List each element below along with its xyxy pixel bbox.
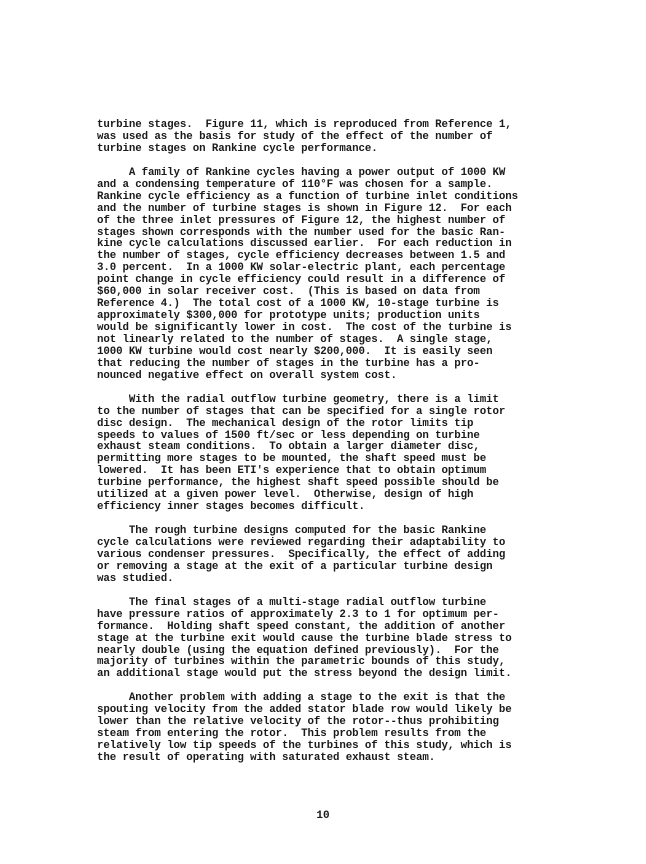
- text-line: spouting velocity from the added stator blade row would likely be: [97, 704, 512, 717]
- text-line: $60,000 in solar receiver cost. (This is based on data from: [97, 286, 480, 299]
- text-line: turbine stages on Rankine cycle performance.: [97, 142, 378, 155]
- text-line: 1000 KW turbine would cost nearly $200,000. It is easily seen: [97, 345, 493, 358]
- text-line: was studied.: [97, 572, 174, 585]
- paragraph: [97, 526, 549, 586]
- page-number: 10: [316, 810, 330, 822]
- text-line: stage at the turbine exit would cause the turbine blade stress to: [97, 632, 512, 645]
- text-line: turbine performance, the highest shaft speed possible should be: [97, 477, 499, 490]
- text-line: utilized at a given power level. Otherwise, design of high: [97, 489, 474, 502]
- text-line: With the radial outflow turbine geometry, there is a limit: [97, 393, 499, 406]
- paragraph: [97, 395, 549, 514]
- text-line: Another problem with adding a stage to the exit is that the: [97, 692, 506, 705]
- text-line: permitting more stages to be mounted, the shaft speed must be: [97, 453, 487, 466]
- paragraph: [97, 693, 549, 765]
- text-line: have pressure ratios of approximately 2.3 to 1 for optimum per-: [97, 608, 499, 621]
- text-line: formance. Holding shaft speed constant, the addition of another: [97, 620, 506, 633]
- text-line: turbine stages. Figure 11, which is reproduced from Reference 1,: [97, 119, 512, 131]
- text-line: stages shown corresponds with the number used for the basic Ran-: [97, 226, 506, 239]
- paragraph-gap: [97, 156, 549, 168]
- paragraph-gap: [97, 586, 549, 598]
- text-line: an additional stage would put the stress beyond the design limit.: [97, 668, 512, 681]
- text-line: and the number of turbine stages is shown in Figure 12. For each: [97, 202, 512, 215]
- text-line: Rankine cycle efficiency as a function of turbine inlet conditions: [97, 190, 519, 203]
- text-line: the number of stages, cycle efficiency decreases between 1.5 and: [97, 250, 506, 263]
- text-line: point change in cycle efficiency could result in a difference of: [97, 274, 506, 287]
- text-line: relatively low tip speeds of the turbines of this study, which is: [97, 740, 512, 753]
- text-line: kine cycle calculations discussed earlier. For each reduction in: [97, 238, 512, 251]
- text-line: efficiency inner stages becomes difficult.: [97, 501, 365, 514]
- text-line: of the three inlet pressures of Figure 12, the highest number of: [97, 214, 506, 227]
- text-line: lowered. It has been ETI's experience that to obtain optimum: [97, 465, 487, 478]
- text-line: approximately $300,000 for prototype units; production units: [97, 310, 480, 323]
- paragraph: [97, 120, 549, 156]
- text-line: various condenser pressures. Specifically, the effect of adding: [97, 548, 506, 561]
- text-line: was used as the basis for study of the effect of the number of: [97, 130, 493, 143]
- text-line: A family of Rankine cycles having a power output of 1000 KW: [97, 166, 506, 179]
- text-line: exhaust steam conditions. To obtain a larger diameter disc,: [97, 441, 480, 454]
- text-line: steam from entering the rotor. This problem results from the: [97, 728, 487, 741]
- text-line: nounced negative effect on overall system cost.: [97, 369, 397, 382]
- text-line: not linearly related to the number of stages. A single stage,: [97, 333, 493, 346]
- text-line: majority of turbines within the parametric bounds of this study,: [97, 656, 506, 669]
- text-line: 3.0 percent. In a 1000 KW solar-electric plant, each percentage: [97, 262, 506, 275]
- text-line: Reference 4.) The total cost of a 1000 KW, 10-stage turbine is: [97, 298, 499, 311]
- text-line: nearly double (using the equation defined previously). For the: [97, 644, 499, 657]
- text-line: the result of operating with saturated exhaust steam.: [97, 752, 436, 764]
- paragraph: [97, 168, 549, 383]
- text-line: disc design. The mechanical design of the rotor limits tip: [97, 417, 474, 430]
- text-line: lower than the relative velocity of the rotor--thus prohibiting: [97, 716, 499, 729]
- text-line: cycle calculations were reviewed regarding their adaptability to: [97, 537, 506, 549]
- text-line: and a condensing temperature of 110°F was chosen for a sample.: [97, 178, 493, 191]
- text-line: The final stages of a multi-stage radial outflow turbine: [97, 596, 487, 609]
- paragraph-gap: [97, 383, 549, 395]
- text-line: would be significantly lower in cost. The cost of the turbine is: [97, 322, 512, 334]
- text-line: or removing a stage at the exit of a particular turbine design: [97, 560, 493, 573]
- text-line: speeds to values of 1500 ft/sec or less depending on turbine: [97, 429, 480, 442]
- text-line: to the number of stages that can be specified for a single rotor: [97, 405, 506, 418]
- paragraph: [97, 598, 549, 682]
- body-text: [97, 120, 549, 765]
- text-line: that reducing the number of stages in the turbine has a pro-: [97, 357, 480, 370]
- text-line: The rough turbine designs computed for the basic Rankine: [97, 525, 487, 538]
